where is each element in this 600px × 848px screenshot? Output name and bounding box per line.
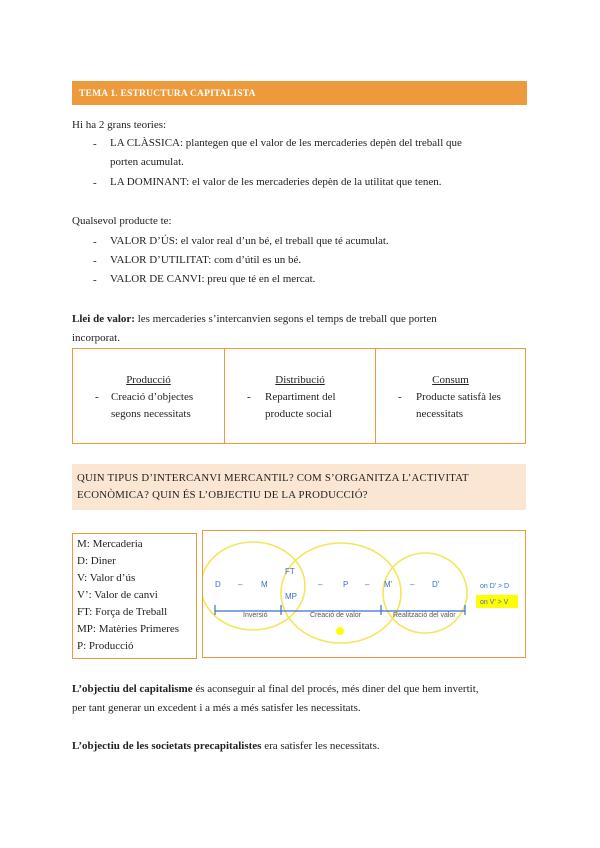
- stage-body: [73, 389, 224, 423]
- circle-realization: [383, 553, 467, 633]
- stage-heading: Producció: [126, 374, 171, 386]
- legend-item: M: Mercaderia: [77, 538, 143, 550]
- formula-FT: FT: [285, 567, 295, 576]
- question-line1: QUIN TIPUS D’INTERCANVI MERCANTIL? COM S’ORGANITZA L’ACTIVITAT: [77, 472, 469, 484]
- formula-dash: –: [318, 580, 323, 589]
- law-of-value-cont: incorporat.: [72, 332, 120, 344]
- bullet-dash: -: [93, 236, 97, 248]
- capitalism-objective: [72, 680, 532, 699]
- formula-MP: MP: [285, 592, 297, 601]
- bullet-dash: -: [398, 391, 402, 403]
- law-label: Llei de valor:: [72, 313, 135, 325]
- bullet-dash: -: [93, 138, 97, 150]
- stage-line: necessitats: [416, 408, 464, 420]
- capitalism-label: L’objectiu del capitalisme: [72, 683, 193, 695]
- theory-dominant: LA DOMINANT: el valor de les mercaderies depèn de la utilitat que tenen.: [110, 176, 442, 188]
- formula-dash: –: [365, 580, 370, 589]
- law-text: les mercaderies s’intercanvien segons el temps de treball que porten: [134, 313, 437, 325]
- capitalism-objective-cont: per tant generar un excedent i a més a més satisfer les necessitats.: [72, 702, 361, 714]
- question-line2: ECONÒMICA? QUIN ÉS L’OBJECTIU DE LA PRODUCCIÓ?: [77, 489, 368, 501]
- legend-item: D: Diner: [77, 555, 116, 567]
- legend-item: FT: Força de Treball: [77, 606, 168, 618]
- product-intro: Qualsevol producte te:: [72, 215, 172, 227]
- value-utility: VALOR D’UTILITAT: com d’útil es un bé.: [110, 254, 302, 266]
- bullet-dash: -: [93, 274, 97, 286]
- formula-dash: –: [238, 580, 243, 589]
- condition-value: on V’ > V: [480, 599, 509, 606]
- stages-table: [72, 348, 526, 444]
- precap-label: L’objectiu de les societats precapitalistes: [72, 740, 262, 752]
- stage-distribution: [224, 349, 375, 443]
- formula-D-prime: D’: [432, 580, 440, 589]
- bullet-dash: -: [95, 391, 99, 403]
- section-title: TEMA 1. ESTRUCTURA CAPITALISTA: [72, 81, 527, 105]
- theories-intro: Hi ha 2 grans teories:: [72, 119, 167, 131]
- formula-dash: –: [410, 580, 415, 589]
- stage-body: [225, 389, 375, 423]
- stage-body: [376, 389, 525, 423]
- cycle-svg: [203, 531, 525, 657]
- bullet-dash: -: [93, 177, 97, 189]
- law-of-value: [72, 310, 532, 329]
- theory-classic-line2: porten acumulat.: [110, 156, 184, 168]
- capital-cycle-diagram: [202, 530, 526, 658]
- capitalism-text: és aconseguir al final del procés, més diner del que hem invertit,: [192, 683, 479, 695]
- formula-D: D: [215, 580, 221, 589]
- marker-dot: [336, 627, 344, 635]
- bullet-dash: -: [247, 391, 251, 403]
- stage-consumption: [375, 349, 525, 443]
- legend-item: MP: Matèries Primeres: [77, 623, 180, 635]
- condition-money: on D’ > D: [480, 583, 510, 590]
- stage-line: producte social: [265, 408, 332, 420]
- phase-value-creation: Creació de valor: [310, 612, 361, 619]
- legend-item: P: Producció: [77, 640, 134, 652]
- phase-investment: Inversió: [243, 612, 268, 619]
- precapitalist-objective: [72, 737, 532, 756]
- theory-classic-line1: LA CLÀSSICA: plantegen que el valor de les mercaderies depèn del treball que: [110, 137, 462, 149]
- precap-text: era satisfer les necessitats.: [261, 740, 380, 752]
- stage-line: segons necessitats: [111, 408, 191, 420]
- stage-heading: Distribució: [275, 374, 325, 386]
- formula-P: P: [343, 580, 349, 589]
- legend-item: V: Valor d’ús: [77, 572, 136, 584]
- bullet-dash: -: [93, 255, 97, 267]
- stage-line: Producte satisfà les: [416, 391, 501, 403]
- stage-line: Repartiment del: [265, 391, 336, 403]
- stage-line: Creació d’objectes: [111, 391, 194, 403]
- value-exchange: VALOR DE CANVI: preu que té en el mercat.: [110, 273, 316, 285]
- phase-realization: Realització del valor: [393, 612, 456, 619]
- legend-box: [72, 533, 197, 659]
- stage-production: [73, 349, 224, 443]
- value-use: VALOR D’ÚS: el valor real d’un bé, el treball que té acumulat.: [110, 235, 389, 247]
- formula-M: M: [261, 580, 268, 589]
- legend-item: V’: Valor de canvi: [77, 589, 158, 601]
- formula-M-prime: M’: [384, 580, 393, 589]
- stage-heading: Consum: [432, 374, 469, 386]
- question-box: [72, 464, 526, 510]
